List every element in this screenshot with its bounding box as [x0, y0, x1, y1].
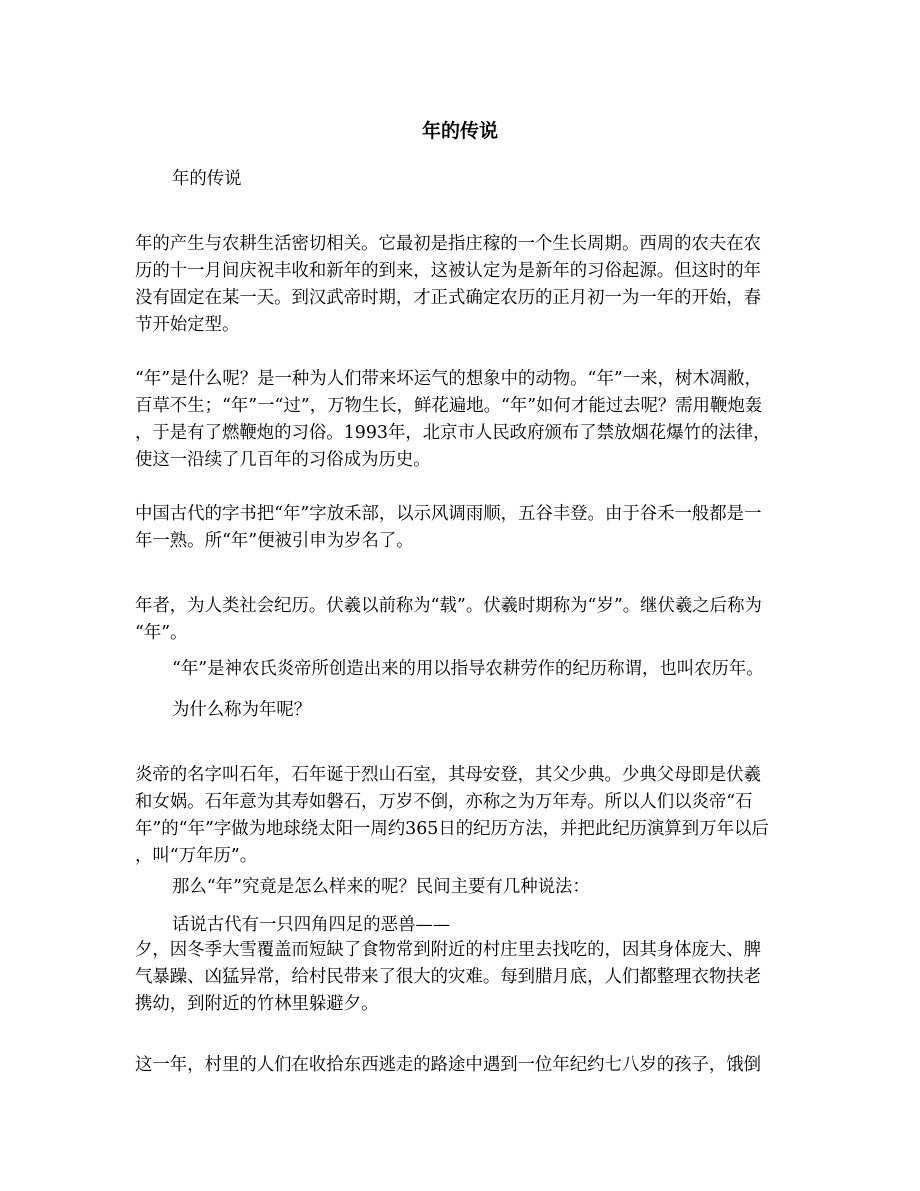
- paragraph-line: 气暴躁、凶猛异常，给村民带来了很大的灾难。每到腊月底，人们都整理衣物扶老: [135, 967, 762, 987]
- document-subtitle: 年的传说: [172, 169, 242, 189]
- paragraph-line: 百草不生；“年”一“过”，万物生长，鲜花遍地。“年”如何才能过去呢？需用鞭炮轰: [135, 396, 763, 416]
- paragraph-line: 和女娲。石年意为其寿如磐石，万岁不倒，亦称之为万年寿。所以人们以炎帝“石: [135, 792, 753, 812]
- paragraph-line: 携幼，到附近的竹林里躲避夕。: [135, 994, 379, 1014]
- paragraph-line: “年”。: [135, 623, 188, 643]
- paragraph-line: 那么“年”究竟是怎么样来的呢？民间主要有几种说法：: [172, 877, 590, 897]
- paragraph-line: 炎帝的名字叫石年，石年诞于烈山石室，其母安登，其父少典。少典父母即是伏羲: [135, 765, 762, 785]
- paragraph-line: ，于是有了燃鞭炮的习俗。1993年，北京市人民政府颁布了禁放烟花爆竹的法律，: [135, 423, 771, 443]
- paragraph-line: 这一年，村里的人们在收拾东西逃走的路途中遇到一位年纪约七八岁的孩子，饿倒: [135, 1055, 762, 1075]
- paragraph-line: 话说古代有一只四角四足的恶兽——: [172, 915, 451, 935]
- paragraph-line: 使这一沿续了几百年的习俗成为历史。: [135, 450, 431, 470]
- document-title: 年的传说: [421, 120, 498, 142]
- paragraph-line: 年”的“年”字做为地球绕太阳一周约365日的纪历方法，并把此纪历演算到万年以后: [135, 819, 769, 839]
- paragraph-line: “年”是神农氏炎帝所创造出来的用以指导农耕劳作的纪历称谓，也叫农历年。: [172, 659, 764, 679]
- paragraph-line: 节开始定型。: [135, 315, 240, 335]
- paragraph-line: 年一熟。所“年”便被引申为岁名了。: [135, 531, 414, 551]
- paragraph-line: ，叫“万年历”。: [135, 846, 258, 866]
- paragraph-line: 没有固定在某一天。到汉武帝时期，才正式确定农历的正月初一为一年的开始，春: [135, 288, 762, 308]
- paragraph-line: 为什么称为年呢？: [172, 700, 312, 720]
- paragraph-line: 历的十一月间庆祝丰收和新年的到来，这被认定为是新年的习俗起源。但这时的年: [135, 261, 762, 281]
- paragraph-line: 中国古代的字书把“年”字放禾部，以示风调雨顺，五谷丰登。由于谷禾一般都是一: [135, 504, 762, 524]
- paragraph-line: 年的产生与农耕生活密切相关。它最初是指庄稼的一个生长周期。西周的农夫在农: [135, 234, 762, 254]
- paragraph-line: “年”是什么呢？是一种为人们带来坏运气的想象中的动物。“年”一来，树木凋敝，: [135, 369, 762, 389]
- paragraph-line: 夕，因冬季大雪覆盖而短缺了食物常到附近的村庄里去找吃的，因其身体庞大、脾: [135, 940, 762, 960]
- paragraph-line: 年者，为人类社会纪历。伏羲以前称为“载”。伏羲时期称为“岁”。继伏羲之后称为: [135, 596, 762, 616]
